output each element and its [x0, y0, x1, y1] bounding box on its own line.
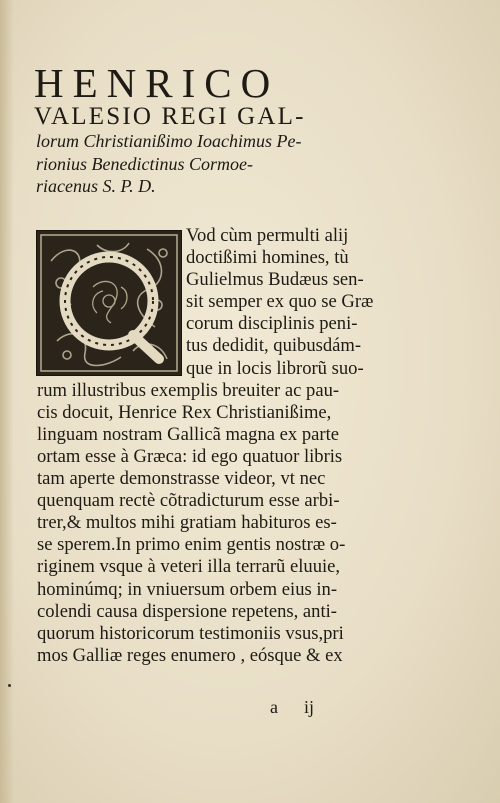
text-line: se sperem.In primo enim gentis nostræ o- [37, 534, 346, 556]
text-line: tus dedidit, quibusdám- [186, 335, 362, 357]
text-line: mos Galliæ reges enumero , eósque & ex [37, 644, 343, 666]
text-line: quenquam rectè cõtradicturum esse arbi- [37, 490, 340, 512]
text-line: Gulielmus Budæus sen- [186, 269, 364, 291]
heading-line-2: VALESIO REGI GAL- [34, 103, 306, 130]
text-line: trer,& multos mihi gratiam habituros es- [37, 512, 337, 534]
text-line: riginem vsque à veteri illa terrarũ eluuie, [37, 556, 341, 578]
text-line: hominúmq; in vniuersum orbem eius in- [37, 578, 338, 600]
text-line: rum illustribus exemplis breuiter ac pau- [37, 379, 340, 401]
heading-line-4: rionius Benedictinus Cormoe- [36, 153, 253, 174]
page-footer [270, 697, 314, 718]
text-line: quorum historicorum testimoniis vsus,pri [37, 622, 344, 644]
ink-spot [8, 684, 11, 687]
heading-line-1: HENRICO [34, 60, 280, 106]
dedication-heading [34, 62, 394, 198]
text-line: linguam nostram Gallicã magna ex parte [37, 423, 340, 445]
page-number: ij [304, 697, 315, 717]
text-line: ortam esse à Græca: id ego quatuor libris [37, 445, 343, 467]
text-line: que in locis librorũ suo- [186, 357, 364, 379]
heading-line-5: riacenus S. P. D. [36, 176, 156, 196]
text-line: sit semper ex quo se Græ [186, 291, 374, 313]
heading-line-3: lorum Christianißimo Ioachimus Pe- [36, 131, 302, 151]
text-line: doctißimi homines, tù [186, 247, 349, 269]
text-line: colendi causa dispersione repetens, anti- [37, 600, 337, 622]
text-line: tam aperte demonstrasse videor, vt nec [37, 468, 326, 490]
page-gutter-shadow [0, 0, 14, 803]
body-text [37, 225, 397, 667]
text-line: Vod cùm permulti alij [186, 225, 349, 246]
text-line: cis docuit, Henrice Rex Christianißime, [37, 401, 332, 423]
text-line: corum disciplinis peni- [186, 313, 358, 335]
signature-mark: a [270, 697, 278, 717]
